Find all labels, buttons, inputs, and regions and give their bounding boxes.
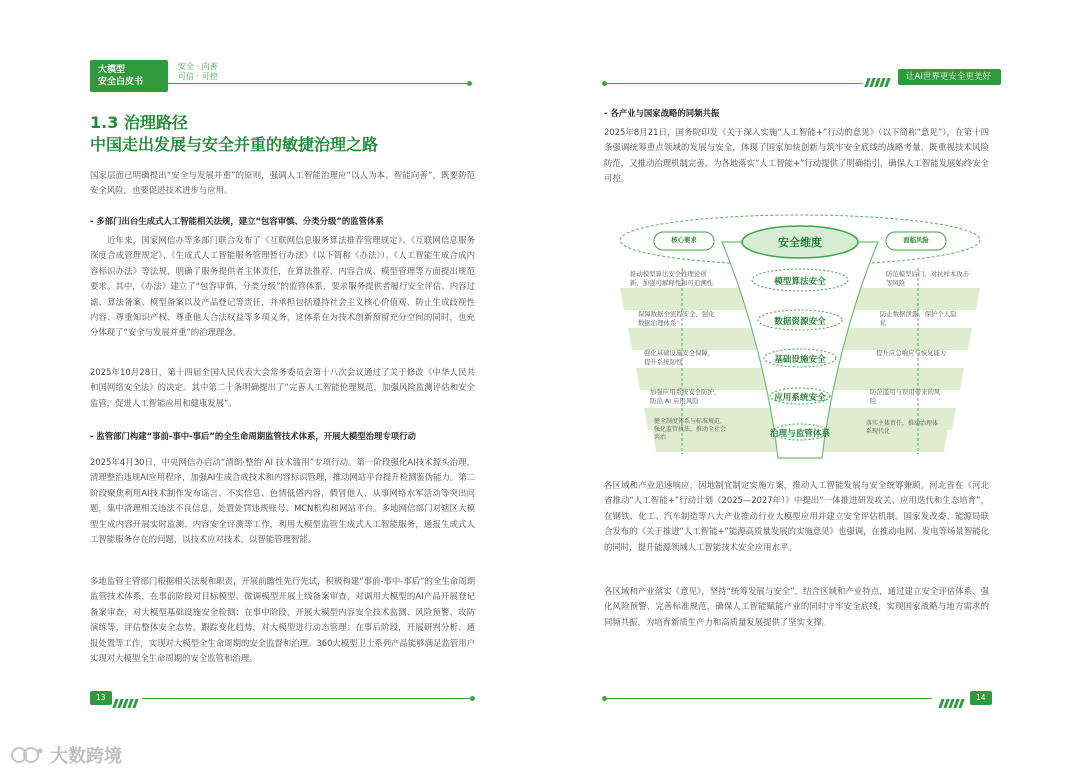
diagram-left-note-3: 强化基础设施安全保障，提升系统韧性	[644, 349, 715, 366]
paragraph-lifecycle-system: 多地监管主管部门根据相关法规和职责，开展前瞻性先行先试，积极构建“事前-事中-事后”的全生命周期监管技术体系，在事前阶段对目标模型、微调模型开展上线备案审查，对调用大模型的AI产品开展登记备案审查，对大模型基础设施安全检测；在事中阶段，开展大模型内容安全技术监测、风险预警、攻防演练等，评估整体安全态势，跟踪变化趋势，对大模型进行动态管理；在事后阶段，开展研判分析、通报处置等工作，实现对大模型全生命周期的安全监督和治理。360大模型卫士系列产品能够满足监管用户实现对大模型全生命周期的安全监管和治理。	[90, 576, 475, 664]
paragraph-special-action: 2025年4月30日，中央网信办启动“清朗·整治 AI 技术滥用”专项行动。第一阶段强化AI技术源头治理，清理整治违规AI应用程序，加强AI生成合成技术和内容标识管理，推动网站平台提升检测鉴伪能力。第二阶段聚焦利用AI技术制作发布谣言、不实信息、色情低俗内容，假冒他人、从事网络水军活动等突出问题，集中清理相关违法不良信息，处置处罚违规账号、MCN机构和网站平台。多地网信部门对辖区大模型生成内容开展实时监测、内容安全评测等工作，利用大模型监管生成式人工智能服务，通报生成式人工智能服务存在的问题，以技术应对技术，以智能管理智能。	[90, 457, 475, 545]
paragraph-cybersecurity-law: 2025年10月28日，第十四届全国人民代表大会常务委员会第十八次会议通过了关于修改《中华人民共和国网络安全法》的决定。其中第二十条明确提出了“完善人工智能伦理规范，加强风险监测评估和安全监管，促进人工智能应用和健康发展”。	[90, 367, 475, 408]
header-brand-line1: 大模型	[98, 65, 126, 75]
diagram-left-note-1: 推动模型算法安全性理论创新，加强可解释性和可追溯性	[630, 270, 714, 287]
diagram-layer-2: 数据资源安全	[774, 317, 826, 327]
header-rule-dot	[467, 81, 472, 86]
diagram-right-label: 面临风险	[903, 236, 929, 244]
section-title	[90, 112, 490, 156]
diagram-right-note-2: 防止数据泄露，保护个人隐私	[880, 310, 957, 327]
header-subtitle-line1: 安全 · 向善	[178, 62, 218, 71]
intro-paragraph: 国家层面已明确提出“安全与发展并重”的原则，强调人工智能治理应“以人为本、智能向善”，既要防范安全风险，也要促进技术进步与应用。	[90, 170, 475, 196]
watermark-text: 大数跨境	[50, 746, 122, 767]
footer-rule-right	[606, 698, 932, 699]
page-number-left: 13	[90, 691, 112, 705]
header-stripes-right	[866, 72, 891, 91]
diagram-layer-3: 基础设施安全	[774, 355, 826, 365]
diagram-top-label: 安全维度	[778, 236, 822, 249]
bullet-industry-strategy: - 各产业与国家战略的同频共振	[604, 108, 720, 118]
diagram-left-note-2: 保障数据全流程安全，强化数据治理体系	[638, 310, 715, 327]
diagram-layer-1: 模型算法安全	[774, 277, 826, 287]
diagram-layer-4: 应用系统安全	[774, 393, 826, 403]
diagram-right-note-4: 防范滥用与误用带来的风险	[870, 388, 941, 405]
paragraph-implementation: 各区域和产业落实《意见》，坚持“统筹发展与安全”，结合区域和产业特点，通过建立安全评估体系、强化风险预警、完善标准规范，确保人工智能赋能产业的同时守牢安全底线，实现国家战略与地方需求的同频共振，为培育新质生产力和高质量发展提供了坚实支撑。	[604, 586, 989, 627]
footer-rule-dot-left	[470, 696, 475, 701]
bullet-lifecycle-supervision: - 监管部门构建“事前-事中-事后”的全生命周期监管技术体系，开展大模型治理专项行动	[90, 431, 416, 441]
header-rule-right	[606, 83, 862, 84]
header-brand-box	[90, 60, 168, 92]
header-slogan: 让AI世界更安全更美好	[898, 69, 1001, 85]
paragraph-regional-response: 各区域和产业迅速响应，因地制宜制定实施方案，推动人工智能发展与安全统筹兼顾。河北省在《河北省推动“人工智能+”行动计划（2025—2027年）》中提出“一体推进研发攻关、应用迭代和生态培育”，在钢铁、化工、汽车制造等八大产业推动行业大模型应用并建立安全评估机制。国家发改委、能源局联合发布的《关于推进“人工智能+”能源高质量发展的实施意见》也强调，在推动电网、发电等场景智能化的同时，提升能源领域人工智能技术安全应用水平。	[604, 480, 989, 552]
header-rule	[168, 83, 468, 84]
watermark	[10, 742, 122, 768]
diagram-left-note-5: 健全制度体系与标准规范，强化监管执法，推动全社会共治	[654, 418, 727, 441]
diagram-right-note-5: 落实主体责任，推动治理体系现代化	[866, 420, 939, 435]
diagram-right-note-3: 提升应急响应与恢复能力	[876, 349, 947, 357]
diagram-left-note-4: 加强应用系统安全防护，防范 AI 应用风险	[650, 388, 721, 405]
diagram-right-note-1: 防范模型后门、对抗样本攻击等风险	[886, 270, 970, 287]
section-title-line1: 1.3 治理路径	[90, 113, 188, 132]
paragraph-opinions: 2025年8月21日，国务院印发《关于深入实施“人工智能+”行动的意见》（以下简称“意见”），在第十四条强调统筹重点领域的发展与安全，体现了国家加快创新与筑牢安全底线的战略考量，既重视技术风险防范，又推动治理机制完善，为各地落实“人工智能+”行动提供了明确指引，确保人工智能发展始终安全可控。	[604, 127, 989, 184]
footer-stripes-left	[114, 693, 139, 712]
page-number-right: 14	[970, 691, 992, 705]
header-brand-line2: 安全白皮书	[98, 77, 144, 87]
footer-stripes-right	[940, 693, 965, 712]
diagram-layer-5: 治理与监管体系	[769, 429, 831, 439]
header-subtitle-line2: 可信 · 可控	[178, 72, 218, 81]
right-page	[540, 0, 1080, 777]
paragraph-regulations: 近年来，国家网信办等多部门联合发布了《互联网信息服务算法推荐管理规定》、《互联网信息服务深度合成管理规定》、《生成式人工智能服务管理暂行办法》（以下简称《办法》）、《人工智能生成合成内容标识办法》等法规，明确了服务提供者主体责任，在算法推荐、内容合成、模型管理等方面提出规范要求。其中，《办法》建立了“包容审慎、分类分级”的监管体系，要求服务提供者履行安全评估、内容过滤、算法备案、模型备案以及产品登记等责任，并承担包括遵持社会主义核心价值观、防止生成歧视性内容、尊重知识产权、尊重他人合法权益等多项义务，这体系在为技术创新预留充分空间的同时，也充分体现了“安全与发展并重”的治理理念。	[90, 235, 475, 338]
watermark-logo-icon	[10, 745, 44, 765]
header-subtitle	[178, 62, 218, 82]
section-title-line2: 中国走出发展与安全并重的敏捷治理之路	[90, 135, 379, 154]
bullet-regulations: - 多部门出台生成式人工智能相关法规，建立“包容审慎、分类分级”的监管体系	[90, 216, 384, 226]
diagram-left-label: 核心要求	[671, 236, 697, 244]
footer-rule-left	[142, 698, 472, 699]
